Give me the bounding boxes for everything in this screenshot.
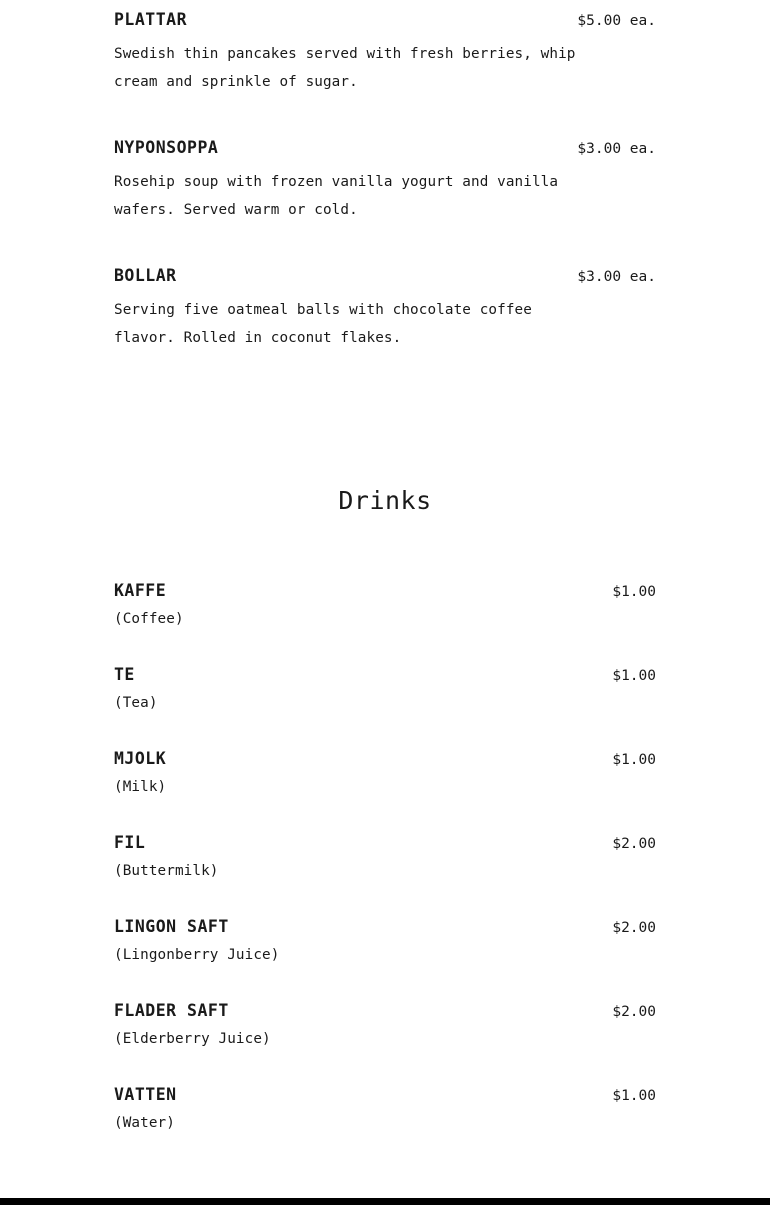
menu-item-description: Serving five oatmeal balls with chocolate coffee flavor. Rolled in coconut flakes. — [114, 302, 532, 346]
drink-item-translation: (Buttermilk) — [114, 863, 219, 879]
menu-item-header — [114, 138, 656, 157]
drink-item-translation: (Coffee) — [114, 611, 184, 627]
drink-item-price: $1.00 — [612, 584, 656, 600]
drink-item-price: $2.00 — [612, 1004, 656, 1020]
drink-item-price: $2.00 — [612, 920, 656, 936]
menu-item-name: BOLLAR — [114, 266, 177, 285]
drink-item — [114, 1001, 656, 1047]
drink-item-translation: (Elderberry Juice) — [114, 1031, 271, 1047]
drink-item-name: FLADER SAFT — [114, 1001, 229, 1020]
drink-item-translation: (Water) — [114, 1115, 175, 1131]
drink-item-translation: (Lingonberry Juice) — [114, 947, 280, 963]
menu-item-price: $3.00 ea. — [577, 269, 656, 285]
drink-item — [114, 833, 656, 879]
menu-item-name: NYPONSOPPA — [114, 138, 219, 157]
drink-item-header — [114, 833, 656, 852]
drinks-list — [114, 581, 656, 1131]
menu-item-description: Rosehip soup with frozen vanilla yogurt and vanilla wafers. Served warm or cold. — [114, 174, 559, 218]
menu-item — [114, 138, 656, 224]
menu-item-header — [114, 266, 656, 285]
drink-item — [114, 917, 656, 963]
menu-item-description: Swedish thin pancakes served with fresh berries, whip cream and sprinkle of sugar. — [114, 46, 576, 90]
drink-item-name: FIL — [114, 833, 146, 852]
drink-item — [114, 749, 656, 795]
drink-item-name: KAFFE — [114, 581, 167, 600]
drink-item-price: $2.00 — [612, 836, 656, 852]
drink-item-translation: (Tea) — [114, 695, 158, 711]
drink-item-name: MJOLK — [114, 749, 167, 768]
drink-item-header — [114, 917, 656, 936]
section-title-drinks: Drinks — [338, 486, 432, 515]
drink-item-price: $1.00 — [612, 1088, 656, 1104]
menu-content — [114, 0, 656, 1154]
menu-item-price: $5.00 ea. — [577, 13, 656, 29]
menu-item-price: $3.00 ea. — [577, 141, 656, 157]
drink-item-price: $1.00 — [612, 668, 656, 684]
drink-item-name: TE — [114, 665, 135, 684]
drink-item-header — [114, 665, 656, 684]
drink-item-translation: (Milk) — [114, 779, 167, 795]
drink-item-name: VATTEN — [114, 1085, 177, 1104]
drink-item-header — [114, 1085, 656, 1104]
drink-item-header — [114, 1001, 656, 1020]
drink-item-header — [114, 749, 656, 768]
drink-item — [114, 665, 656, 711]
drink-item — [114, 1085, 656, 1131]
menu-item — [114, 266, 656, 352]
menu-item — [114, 10, 656, 96]
menu-item-header — [114, 10, 656, 29]
drink-item-header — [114, 581, 656, 600]
drink-item-name: LINGON SAFT — [114, 917, 229, 936]
drink-item — [114, 581, 656, 627]
menu-item-name: PLATTAR — [114, 10, 188, 29]
drink-item-price: $1.00 — [612, 752, 656, 768]
page-bottom-bar — [0, 1198, 770, 1205]
